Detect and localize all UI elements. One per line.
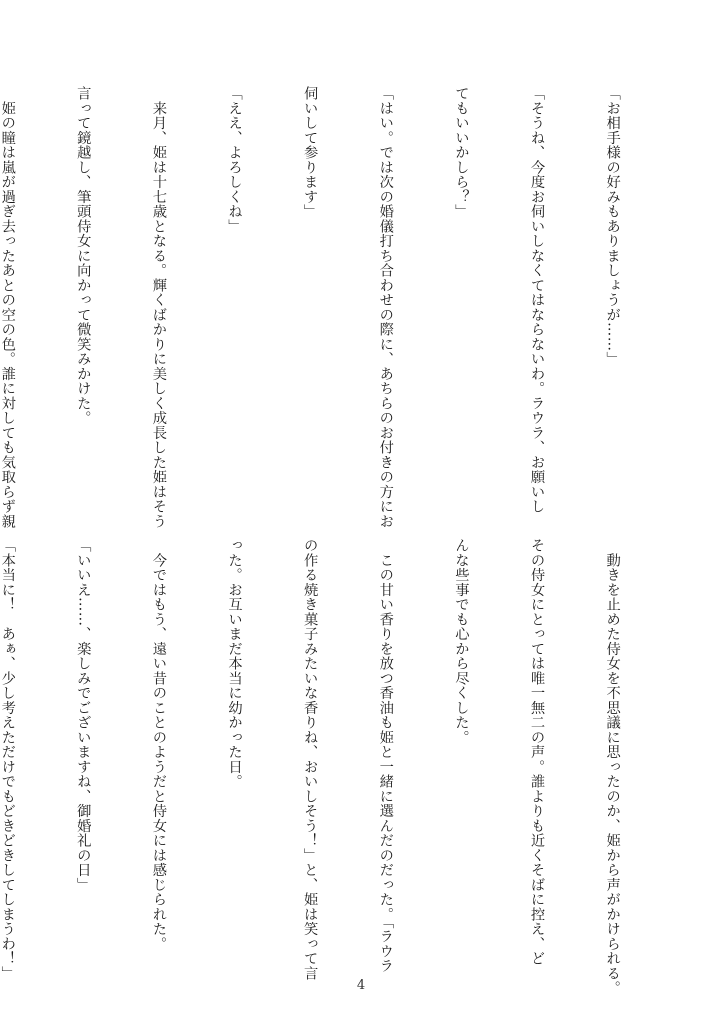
text-line: 伺いして参ります」 <box>302 86 319 219</box>
text-line: 「お相手様の好みもありましょうが……」 <box>604 86 621 367</box>
text-line: 姫の瞳は嵐が過ぎ去ったあとの空の色。誰に対しても気取らず親 <box>0 86 16 529</box>
text-line: の作る焼き菓子みたいな香りね、おいしそう！」と、姫は笑って言 <box>302 538 319 981</box>
text-line: この甘い香りを放つ香油も姫と一緒に選んだのだった。「ラウラ <box>377 538 394 974</box>
upper-text-block <box>0 86 675 529</box>
text-line: 今ではもう、遠い昔のことのようだと侍女には感じられた。 <box>150 538 167 951</box>
text-line: 動きを止めた侍女を不思議に思ったのか、姫から声がかけられる。 <box>604 538 621 996</box>
text-line: 「そうね、今度お伺いしなくてはならないわ。ラウラ、お願いし <box>528 86 545 514</box>
lower-text-block <box>0 538 675 996</box>
page-number: 4 <box>356 978 366 993</box>
text-line: てもいいかしら？」 <box>453 86 470 219</box>
text-line: 「ええ、よろしくね」 <box>226 86 243 234</box>
text-line: 「はい。では次の婚儀打ち合わせの際に、あちらのお付きの方にお <box>377 86 394 529</box>
text-line: 「いいえ……、楽しみでございますね、御婚礼の日」 <box>75 538 92 892</box>
text-line: んな些事でも心から尽くした。 <box>453 538 470 745</box>
text-line: った。お互いまだ本当に幼かった日。 <box>226 538 243 789</box>
text-line: 来月、姫は十七歳となる。輝くばかりに美しく成長した姫はそう <box>150 86 167 529</box>
text-line: その侍女にとっては唯一無二の声。誰よりも近くそばに控え、ど <box>528 538 545 966</box>
text-line: 言って鏡越し、筆頭侍女に向かって微笑みかけた。 <box>75 86 92 426</box>
text-line: 「本当に！ あぁ、少し考えただけでもどきどきしてしまうわ！」 <box>0 538 16 981</box>
